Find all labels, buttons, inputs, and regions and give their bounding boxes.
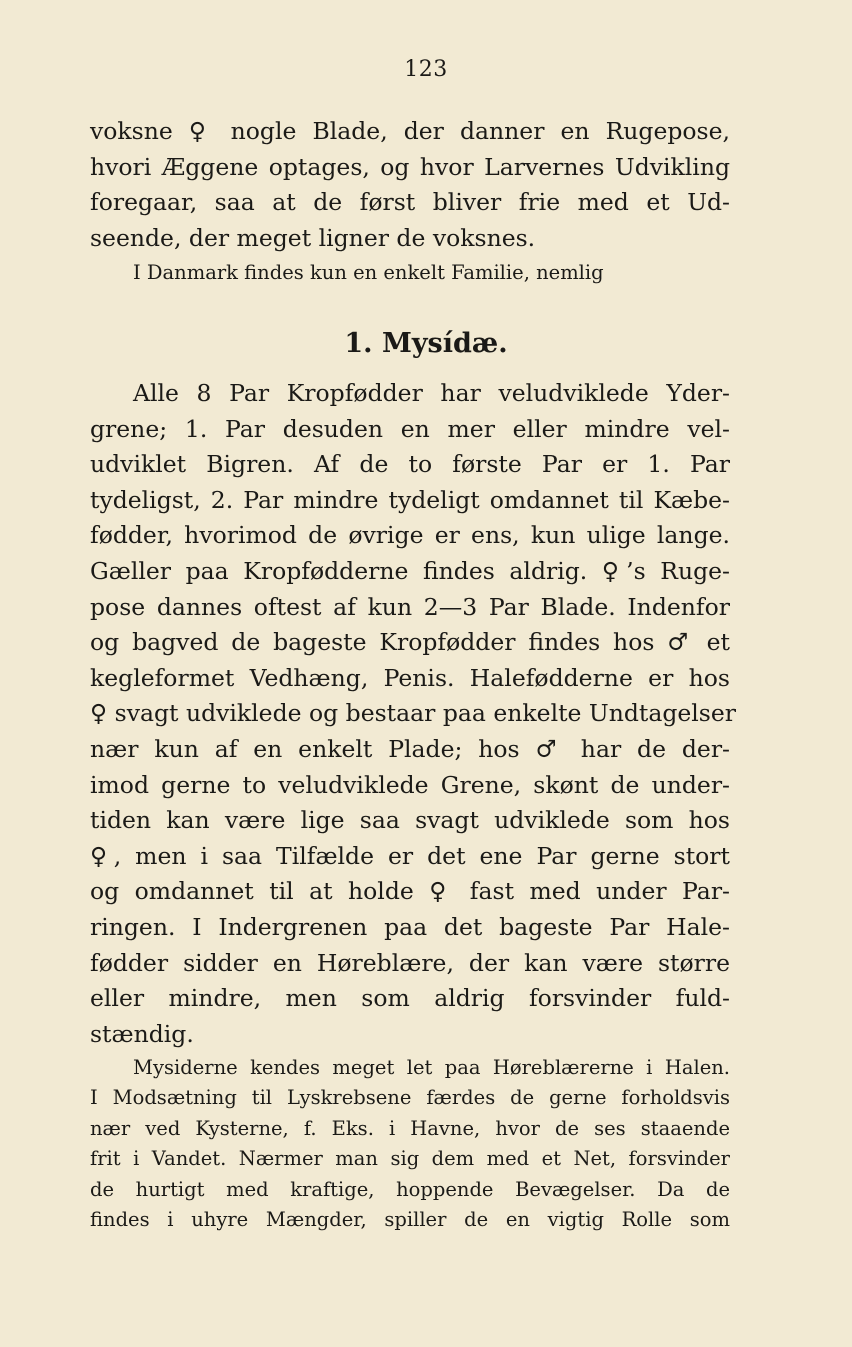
text-line: imod gerne to veludviklede Grene, skønt de under- <box>90 770 730 799</box>
main-paragraph <box>90 376 737 1052</box>
notes-paragraph <box>90 1053 730 1235</box>
text-line: nær kun af en enkelt Plade; hos ♂ har de der- <box>90 734 730 763</box>
text-line: kegleformet Vedhæng, Penis. Halefødderne er hos <box>90 663 730 692</box>
text-line: Mysiderne kendes meget let paa Høreblærerne i Halen. <box>133 1056 730 1079</box>
text-line: tydeligst, 2. Par mindre tydeligt omdannet til Kæbe- <box>90 485 730 514</box>
text-line: tiden kan være lige saa svagt udviklede som hos <box>90 806 730 835</box>
text-line: fødder sidder en Høreblære, der kan være større <box>90 948 730 977</box>
text-line: udviklet Bigren. Af de to første Par er 1. Par <box>90 450 730 479</box>
text-line: ♀ svagt udviklede og bestaar paa enkelte Undtagelser <box>90 699 737 728</box>
text-line: findes i uhyre Mængder, spiller de en vigtig Rolle som <box>90 1208 730 1232</box>
text-line: voksne ♀ nogle Blade, der danner en Rugepose, <box>90 117 730 145</box>
intro-note <box>90 258 730 288</box>
text-line: Gæller paa Kropfødderne findes aldrig. ♀’s Ruge- <box>90 556 730 585</box>
text-line: pose dannes oftest af kun 2—3 Par Blade. Indenfor <box>90 592 730 621</box>
text-line: I Modsætning til Lyskrebsene færdes de gerne forholdsvis <box>90 1086 730 1110</box>
text-line: hvori Æggene optages, og hvor Larvernes Udvikling <box>90 152 730 181</box>
text-line: de hurtigt med kraftige, hoppende Bevægelser. Da de <box>90 1177 730 1201</box>
text-line: ringen. I Indergrenen paa det bageste Par Hale- <box>90 912 730 941</box>
text-line: foregaar, saa at de først bliver frie med et Ud- <box>90 188 730 217</box>
page-number: 123 <box>404 57 448 82</box>
text-line: grene; 1. Par desuden en mer eller mindre vel- <box>90 414 730 443</box>
text-line: og bagved de bageste Kropfødder findes hos ♂ et <box>90 628 730 657</box>
text-line: I Danmark findes kun en enkelt Familie, nemlig <box>133 261 604 284</box>
text-line: fødder, hvorimod de øvrige er ens, kun ulige lange. <box>90 521 730 550</box>
text-line: nær ved Kysterne, f. Eks. i Havne, hvor de ses staaende <box>90 1116 730 1140</box>
text-line: ♀, men i saa Tilfælde er det ene Par gerne stort <box>90 841 730 870</box>
text-line: Alle 8 Par Kropfødder har veludviklede Yder- <box>133 379 730 407</box>
text-line: seende, der meget ligner de voksnes. <box>90 223 536 252</box>
text-line: frit i Vandet. Nærmer man sig dem med et Net, forsvinder <box>90 1147 730 1171</box>
text-line: eller mindre, men som aldrig forsvinder fuld- <box>90 984 730 1013</box>
intro-paragraph <box>90 114 730 256</box>
text-line: stændig. <box>90 1019 194 1048</box>
section-heading: 1. Mysídæ. <box>344 328 508 359</box>
text-line: og omdannet til at holde ♀ fast med under Par- <box>90 877 730 906</box>
